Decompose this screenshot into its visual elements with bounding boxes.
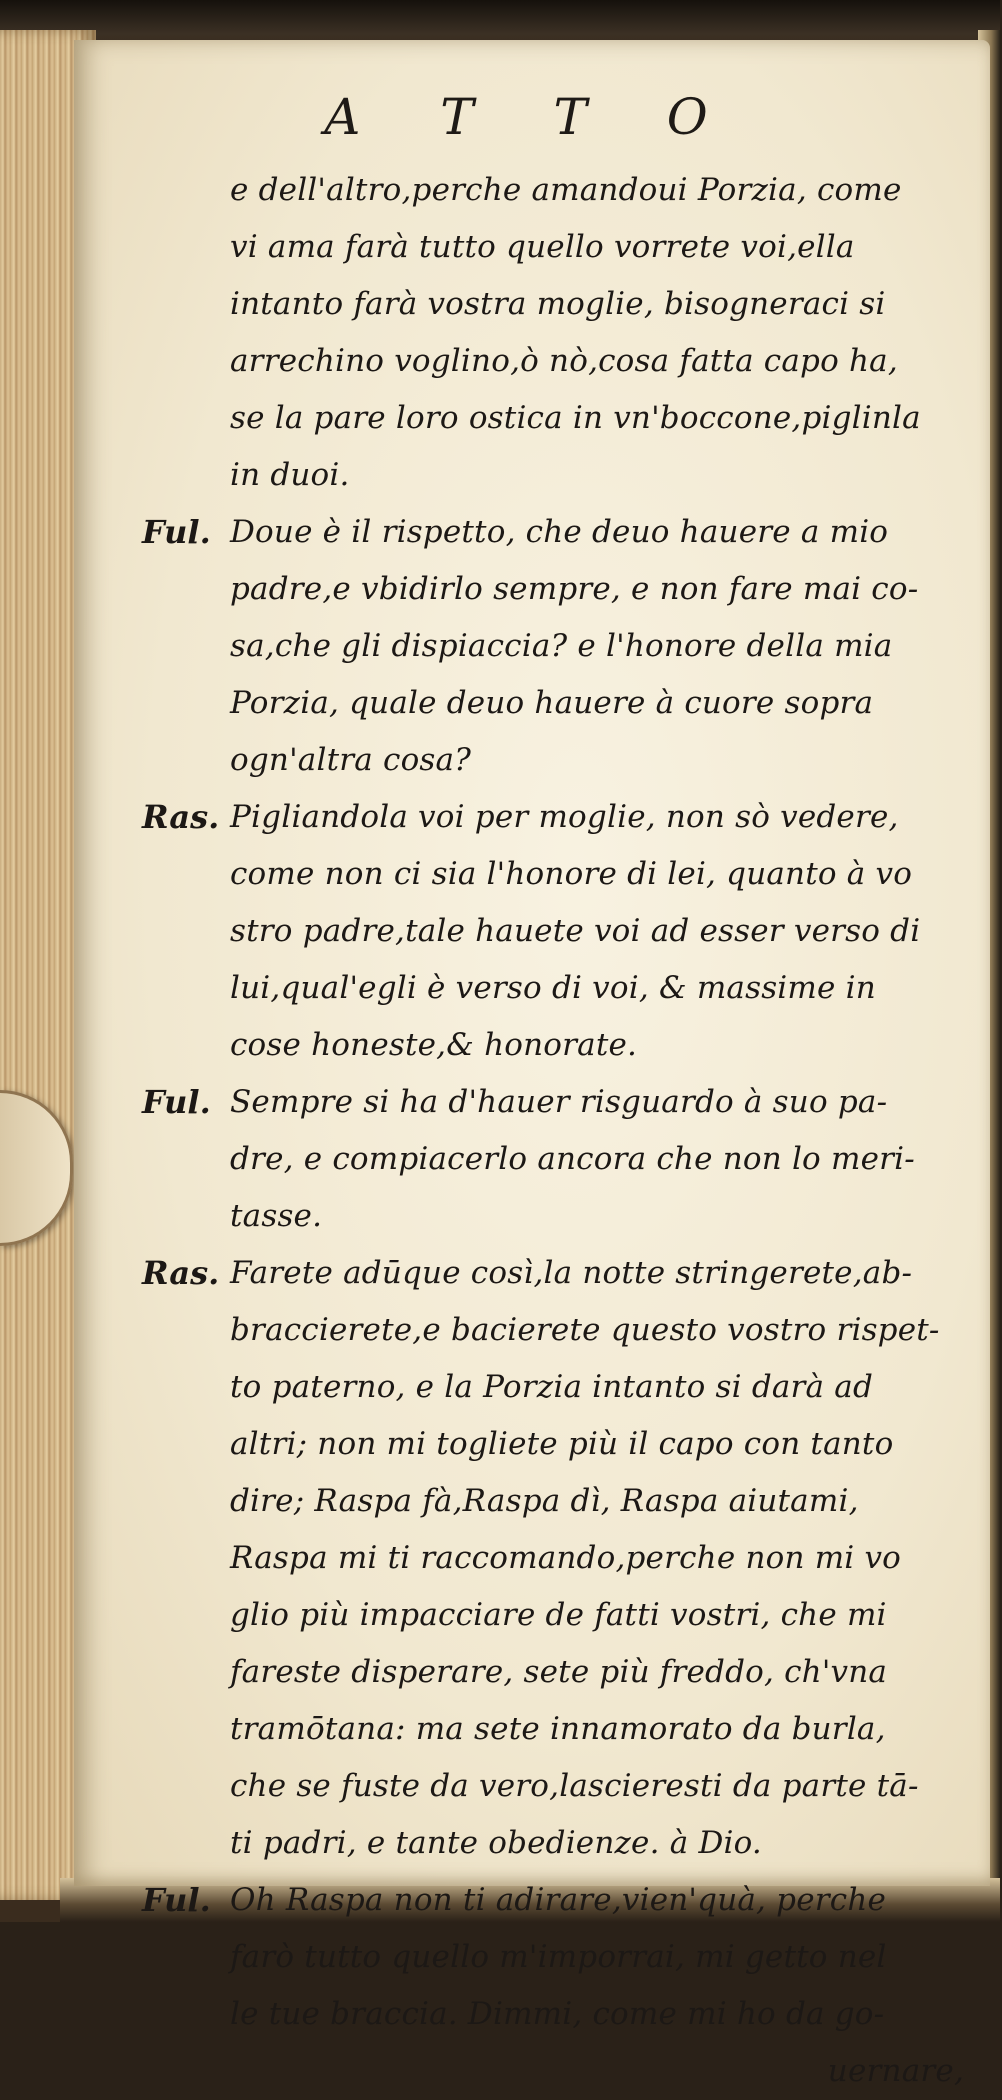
text-line: tasse. — [230, 1198, 323, 1234]
text-line: Raspa mi ti raccomando,perche non mi vo — [230, 1540, 902, 1576]
speaker-label: Ful. — [142, 513, 211, 551]
text-line: dire; Raspa fà,Raspa dì, Raspa aiutami, — [230, 1483, 859, 1519]
text-line: braccierete,e bacierete questo vostro rispet- — [230, 1312, 940, 1348]
text-line: Doue è il rispetto, che deuo hauere a mio — [230, 514, 889, 550]
paragraph-lines — [230, 504, 1002, 789]
text-line: vi ama farà tutto quello vorrete voi,ella — [230, 229, 855, 265]
paragraph-lines — [230, 1245, 1002, 1872]
text-line: se la pare loro ostica in vn'boccone,piglinla — [230, 400, 921, 436]
page-text — [142, 162, 1002, 2100]
text-line: ogn'altra cosa? — [230, 742, 472, 778]
book-page — [74, 40, 990, 2089]
text-line: stro padre,tale hauete voi ad esser verso di — [230, 913, 921, 949]
paragraph-lines — [230, 1872, 1002, 2100]
text-line: che se fuste da vero,lascieresti da parte tā- — [230, 1768, 919, 1804]
text-line: ti padri, e tante obedienze. à Dio. — [230, 1825, 762, 1861]
text-line: farò tutto quello m'imporrai, mi getto nel — [230, 1939, 887, 1975]
text-line: Sempre si ha d'hauer risguardo à suo pa- — [230, 1084, 888, 1120]
text-line: to paterno, e la Porzia intanto si darà ad — [230, 1369, 874, 1405]
text-line: le tue braccia. Dimmi, come mi ho da go- — [230, 1996, 885, 2032]
paragraph-lines — [230, 162, 1002, 504]
text-line: intanto farà vostra moglie, bisogneraci si — [230, 286, 886, 322]
text-line: lui,qual'egli è verso di voi, & massime in — [230, 970, 876, 1006]
speaker-label: Ras. — [142, 1254, 220, 1292]
text-line: Porzia, quale deuo hauere à cuore sopra — [230, 685, 874, 721]
text-line: tramōtana: ma sete innamorato da burla, — [230, 1711, 886, 1747]
text-line: altri; non mi togliete più il capo con tanto — [230, 1426, 894, 1462]
text-line: fareste disperare, sete più freddo, ch'vna — [230, 1654, 888, 1690]
text-line: Oh Raspa non ti adirare,vien'quà, perche — [230, 1882, 887, 1918]
speaker-label: Ful. — [142, 1083, 211, 1121]
text-line: Pigliandola voi per moglie, non sò vedere, — [230, 799, 899, 835]
speech-fulvio — [142, 1074, 1002, 1245]
page-heading: A T T O — [324, 88, 740, 146]
text-line: dre, e compiacerlo ancora che non lo meri- — [230, 1141, 915, 1177]
text-line: arrechino voglino,ò nò,cosa fatta capo ha, — [230, 343, 898, 379]
speaker-label: Ras. — [142, 798, 220, 836]
text-line: e dell'altro,perche amandoui Porzia, come — [230, 172, 902, 208]
paragraph-lines — [230, 1074, 1002, 1245]
speaker-label: Ful. — [142, 1881, 211, 1919]
speech-fulvio — [142, 504, 1002, 789]
text-line: in duoi. — [230, 457, 350, 493]
catchword: uernare, — [827, 2053, 964, 2089]
speech-raspa — [142, 1245, 1002, 1872]
speech-raspa — [142, 789, 1002, 1074]
text-line: Farete adūque così,la notte stringerete,ab- — [230, 1255, 913, 1291]
paragraph-lines — [230, 789, 1002, 1074]
paragraph-continuation — [230, 162, 1002, 504]
text-line: padre,e vbidirlo sempre, e non fare mai co- — [230, 571, 919, 607]
text-line: come non ci sia l'honore di lei, quanto à vo — [230, 856, 913, 892]
speech-fulvio — [142, 1872, 1002, 2100]
text-line: cose honeste,& honorate. — [230, 1027, 638, 1063]
text-line: sa,che gli dispiaccia? e l'honore della mia — [230, 628, 893, 664]
text-line: glio più impacciare de fatti vostri, che mi — [230, 1597, 887, 1633]
